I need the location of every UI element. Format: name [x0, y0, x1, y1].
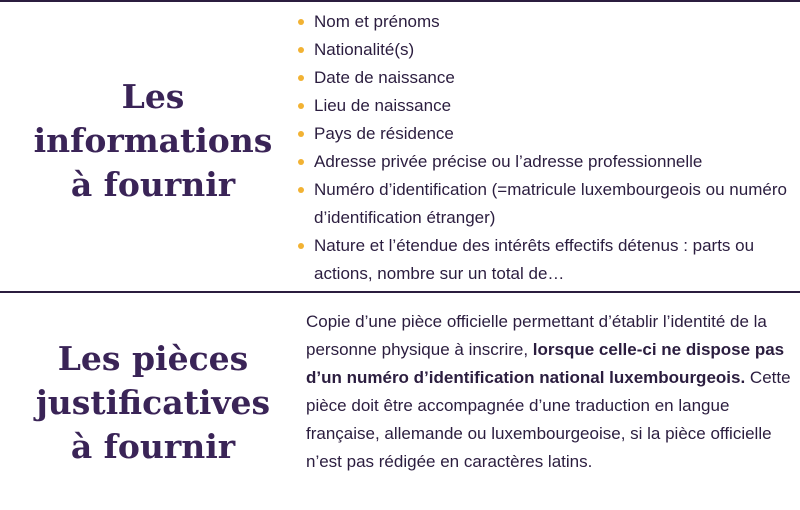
list-item: Pays de résidence — [314, 120, 800, 148]
list-item: Numéro d’identification (=matricule luxembourgeois ou numéro d’identification étranger) — [314, 176, 800, 232]
heading-line: à fournir — [70, 165, 236, 204]
heading-line: Les — [121, 77, 185, 116]
heading-line: à fournir — [70, 427, 236, 466]
list-item: Nationalité(s) — [314, 36, 800, 64]
paragraph-text-start: Copie d’une pièce officielle permettant d’établir l’identité de la personne physique à inscrire, — [306, 312, 767, 359]
heading-line: Les pièces — [57, 339, 249, 378]
list-item: Lieu de naissance — [314, 92, 800, 120]
top-divider — [0, 0, 800, 2]
section-divider — [0, 291, 800, 293]
paragraph-text-end: Cette pièce doit être accompagnée d’une traduction en langue française, allemande ou luxembourgeoise, si la pièce officielle n’est pas rédigée en caractères latins. — [306, 368, 791, 471]
list-item: Date de naissance — [314, 64, 800, 92]
heading-line: informations — [33, 121, 273, 160]
list-item: Nature et l’étendue des intérêts effectifs détenus : parts ou actions, nombre sur un total de… — [314, 232, 800, 288]
heading-line: justificatives — [35, 383, 271, 422]
paragraph-text-bold: lorsque celle-ci ne dispose pas d’un numéro d’identification national luxembourgeois. — [306, 340, 785, 387]
justificatives-paragraph — [306, 308, 794, 476]
list-item: Nom et prénoms — [314, 8, 800, 36]
section-heading-pieces — [0, 337, 306, 469]
list-item: Adresse privée précise ou l’adresse professionnelle — [314, 148, 800, 176]
information-list — [294, 8, 800, 288]
section-heading-informations — [0, 75, 306, 207]
